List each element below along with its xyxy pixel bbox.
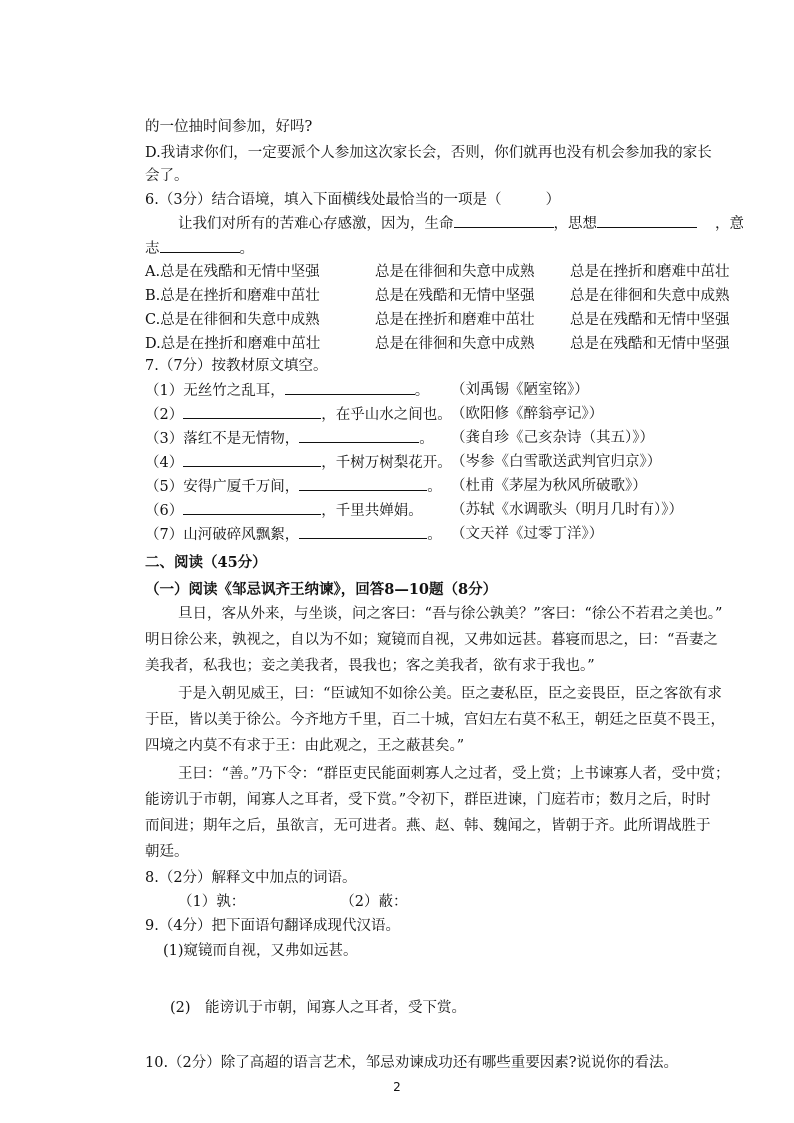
q7-item-7 bbox=[145, 524, 604, 545]
option-part: 总是在挫折和磨难中茁壮 bbox=[160, 288, 320, 304]
passage-line: 旦日，客从外来，与坐谈，问之客曰：“吾与徐公孰美？”客曰：“徐公不若君之美也。” bbox=[178, 606, 723, 622]
answer-blank[interactable] bbox=[299, 428, 419, 443]
item-text: 。 bbox=[419, 431, 434, 447]
item-text: 。 bbox=[427, 527, 442, 543]
option-part: 总是在徘徊和失意中成熟 bbox=[570, 288, 730, 304]
q7-item-6 bbox=[145, 500, 683, 521]
answer-blank[interactable] bbox=[454, 213, 554, 228]
item-num: （1） bbox=[145, 383, 184, 399]
item-text: 。 bbox=[414, 383, 430, 399]
passage-line: 朝廷。 bbox=[145, 844, 189, 860]
option-part: 总是在残酷和无情中坚强 bbox=[570, 312, 730, 328]
q6-option-b[interactable] bbox=[145, 286, 730, 306]
q8-item: （2）蔽： bbox=[340, 894, 408, 910]
item-num: （6） bbox=[145, 503, 184, 519]
q9-item-2: (2) 能谤讥于市朝，闻寡人之耳者，受下赏。 bbox=[170, 1000, 467, 1016]
item-source: （文天祥《过零丁洋》） bbox=[451, 526, 604, 542]
q6-sentence-part: 。 bbox=[239, 241, 254, 257]
item-source: （欧阳修《醉翁亭记》） bbox=[451, 406, 604, 422]
answer-blank[interactable] bbox=[183, 404, 321, 419]
item-text: ，千里共婵娟。 bbox=[321, 503, 423, 519]
item-source: （刘禹锡《陋室铭》） bbox=[451, 382, 589, 398]
option-d-line: D.我请求你们，一定要派个人参加这次家长会，否则，你们就再也没有机会参加我的家长 bbox=[145, 145, 712, 161]
option-part: 总是在挫折和磨难中茁壮 bbox=[375, 312, 535, 328]
item-num: （5） bbox=[145, 479, 184, 495]
item-num: （7） bbox=[145, 527, 184, 543]
section-heading: 二、阅读（45分） bbox=[145, 554, 267, 571]
option-label: D. bbox=[145, 336, 161, 352]
q6-option-d[interactable] bbox=[145, 334, 730, 354]
q6-stem-text: 6.（3分）结合语境，填入下面横线处最恰当的一项是（ bbox=[145, 192, 502, 208]
option-label: A. bbox=[145, 264, 161, 280]
item-text: ，在乎山水之间也。 bbox=[321, 407, 452, 423]
q7-item-2 bbox=[145, 404, 604, 425]
passage-line: 于臣，皆以美于徐公。今齐地方千里，百二十城，宫妇左右莫不私王，朝廷之臣莫不畏王， bbox=[145, 712, 725, 728]
option-part: 总是在徘徊和失意中成熟 bbox=[375, 336, 535, 352]
q6-option-c[interactable] bbox=[145, 310, 730, 330]
q6-sentence-line1 bbox=[178, 213, 744, 234]
passage-line: 能谤讥于市朝，闻寡人之耳者，受下赏。”令初下，群臣进谏，门庭若市；数月之后，时时 bbox=[145, 792, 711, 808]
q7-item-3 bbox=[145, 428, 654, 449]
item-text: ，千树万树梨花开。 bbox=[321, 455, 452, 471]
text-line: 会了。 bbox=[145, 168, 189, 184]
q9-item-1: (1)窥镜而自视，又弗如远甚。 bbox=[163, 943, 358, 959]
answer-blank[interactable] bbox=[299, 476, 427, 491]
page-number: 2 bbox=[393, 1080, 401, 1094]
answer-blank[interactable] bbox=[160, 238, 240, 253]
q8-items bbox=[178, 892, 407, 912]
q6-sentence-part: 志 bbox=[145, 241, 160, 257]
passage-line: 美我者，私我也；妾之美我者，畏我也；客之美我者，欲有求于我也。” bbox=[145, 658, 595, 674]
question-7-stem: 7.（7分）按教材原文填空。 bbox=[145, 358, 328, 374]
question-6-stem bbox=[145, 190, 560, 210]
item-num: （4） bbox=[145, 455, 184, 471]
passage-line: 王曰：“善。”乃下令：“群臣吏民能面刺寡人之过者，受上赏；上书谏寡人者，受中赏； bbox=[178, 766, 730, 782]
item-source: （苏轼《水调歌头（明月几时有）》） bbox=[451, 502, 683, 518]
passage-line: 于是入朝见威王，曰：“臣诚知不如徐公美。臣之妻私臣，臣之妾畏臣，臣之客欲有求 bbox=[178, 686, 722, 702]
option-part: 总是在残酷和无情中坚强 bbox=[375, 288, 535, 304]
item-source: （杜甫《茅屋为秋风所破歌》） bbox=[451, 478, 647, 494]
q7-item-5 bbox=[145, 476, 647, 497]
subsection-heading: （一）阅读《邹忌讽齐王纳谏》，回答8—10题（8分） bbox=[145, 581, 498, 598]
answer-blank[interactable] bbox=[299, 524, 427, 539]
answer-blank[interactable] bbox=[597, 213, 697, 228]
question-10-stem: 10.（2分）除了高超的语言艺术，邹忌劝谏成功还有哪些重要因素?说说你的看法。 bbox=[145, 1055, 679, 1071]
option-label: C. bbox=[145, 312, 161, 328]
answer-blank[interactable] bbox=[183, 452, 321, 467]
answer-blank[interactable] bbox=[183, 500, 321, 515]
q6-sentence-part: ，意 bbox=[715, 216, 744, 232]
q8-item: （1）孰： bbox=[178, 894, 246, 910]
q7-item-1 bbox=[145, 380, 589, 401]
item-text: 落红不是无情物， bbox=[183, 431, 300, 447]
option-part: 总是在残酷和无情中坚强 bbox=[570, 336, 730, 352]
item-num: （3） bbox=[145, 431, 184, 447]
item-text: 安得广厦千万间， bbox=[183, 479, 300, 495]
item-text: 山河破碎风飘絮， bbox=[183, 527, 300, 543]
q6-sentence-part: ，思想 bbox=[553, 216, 597, 232]
q6-sentence-part: 让我们对所有的苦难心存感激，因为，生命 bbox=[178, 216, 454, 232]
item-text: 。 bbox=[427, 479, 442, 495]
option-part: 总是在徘徊和失意中成熟 bbox=[160, 312, 320, 328]
q6-sentence-line2 bbox=[145, 238, 254, 259]
question-8-stem: 8.（2分）解释文中加点的词语。 bbox=[145, 870, 357, 886]
item-source: （龚自珍《己亥杂诗（其五）》） bbox=[451, 430, 654, 446]
q7-item-4 bbox=[145, 452, 662, 473]
passage-line: 四境之内莫不有求于王：由此观之，王之蔽甚矣。” bbox=[145, 738, 465, 754]
text-line: 的一位抽时间参加，好吗? bbox=[145, 119, 313, 135]
item-num: （2） bbox=[145, 407, 184, 423]
option-part: 总是在挫折和磨难中茁壮 bbox=[160, 336, 321, 352]
passage-line: 而间进；期年之后，虽欲言，无可进者。燕、赵、韩、魏闻之，皆朝于齐。此所谓战胜于 bbox=[145, 818, 711, 834]
option-part: 总是在挫折和磨难中茁壮 bbox=[570, 264, 730, 280]
item-source: （岑参《白雪歌送武判官归京》） bbox=[451, 454, 662, 470]
q6-stem-paren: ） bbox=[545, 192, 561, 208]
answer-blank[interactable] bbox=[285, 380, 415, 395]
option-part: 总是在徘徊和失意中成熟 bbox=[375, 264, 535, 280]
option-label: B. bbox=[145, 288, 161, 304]
item-text: 无丝竹之乱耳， bbox=[183, 383, 285, 399]
question-9-stem: 9.（4分）把下面语句翻译成现代汉语。 bbox=[145, 918, 401, 934]
option-part: 总是在残酷和无情中坚强 bbox=[160, 264, 320, 280]
q6-option-a[interactable] bbox=[145, 262, 730, 282]
passage-line: 明日徐公来，孰视之，自以为不如；窥镜而自视，又弗如远甚。暮寝而思之，曰：“吾妻之 bbox=[145, 632, 718, 648]
